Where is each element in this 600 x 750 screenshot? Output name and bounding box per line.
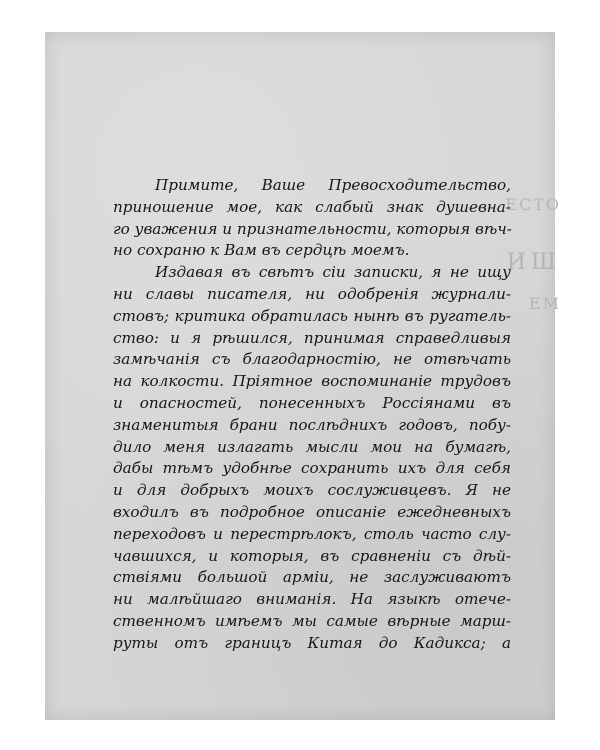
- text-line: входилъ въ подробное описаніе ежедневныхъ: [113, 502, 511, 521]
- text-line: ственномъ имѣемъ мы самые вѣрные марш-: [113, 611, 511, 630]
- text-line: и опасностей, понесенныхъ Россіянами въ: [113, 393, 511, 412]
- text-line: ни малѣйшаго вниманія. На языкѣ отече-: [113, 590, 511, 609]
- text-line: замѣчанія съ благодарностію, не отвѣчать: [113, 350, 511, 369]
- bleed-through-mark: ЕСТО: [505, 195, 561, 214]
- text-line: но сохраню к Вам въ сердцѣ моемъ.: [113, 241, 410, 260]
- text-line: дабы тѣмъ удобнѣе сохранить ихъ для себя: [113, 459, 511, 478]
- text-line: и для добрыхъ моихъ сослуживцевъ. Я не: [113, 481, 511, 500]
- text-line: Примите, Ваше Превосходительство,: [155, 176, 511, 194]
- text-line: приношение мое, как слабый знак душевна-: [113, 197, 511, 216]
- text-line: ни славы писателя, ни одобренія журнали-: [113, 284, 511, 303]
- bleed-through-mark: ИШ: [506, 250, 561, 275]
- text-line: ство: и я рѣшился, принимая справедливыя: [113, 328, 511, 347]
- text-line: ствіями большой арміи, не заслуживаютъ: [113, 568, 511, 587]
- text-line: на колкости. Пріятное воспоминаніе трудовъ: [113, 372, 511, 391]
- text-line: Издавая въ свѣтъ сіи записки, я не ищу: [155, 263, 511, 282]
- bleed-through-mark: ЕМ: [528, 294, 561, 313]
- text-line: руты отъ границъ Китая до Кадикса; а: [113, 633, 511, 652]
- text-line: дило меня излагать мысли мои на бумагѣ,: [113, 437, 511, 456]
- text-line: переходовъ и перестрѣлокъ, столь часто слу-: [113, 524, 511, 543]
- text-line: знаменитыя брани послѣднихъ годовъ, побу-: [113, 415, 511, 434]
- text-line: го уважения и признательности, которыя вѣч-: [113, 219, 512, 238]
- text-line: чавшихся, и которыя, въ сравненіи съ дѣй-: [113, 546, 511, 565]
- book-page: [45, 32, 561, 720]
- dedication-text: [113, 175, 511, 655]
- text-line: стовъ; критика обратилась нынѣ въ ругатель-: [113, 306, 511, 325]
